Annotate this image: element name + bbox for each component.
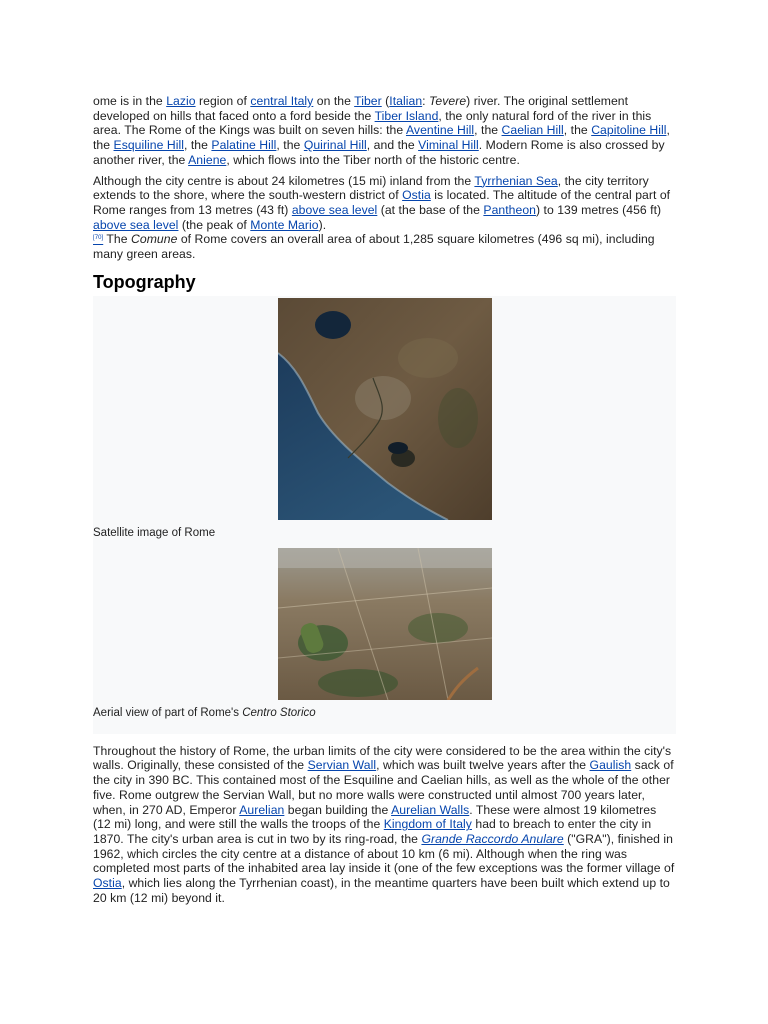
italic-tevere: Tevere [429, 94, 467, 108]
link-capitoline-hill[interactable]: Capitoline Hill [591, 123, 667, 138]
paragraph-urban-limits: Throughout the history of Rome, the urban limits of the city were considered to be the area within the city's walls. Originally, these consisted of the Servian Wall, which was built twelve years after the Gaulish sack of the city in 390 BC. This contained most of the Esquiline and Caelian hills, as well as the whole of the other five. Rome outgrew the Servian Wall, but no more walls were constructed until almost 700 years later, when, in 270 AD, Emperor Aurelian began building the Aurelian Walls. These were almost 19 kilometres (12 mi) long, and were still the walls the troops of the Kingdom of Italy had to breach to enter the city in 1870. The city's urban area is cut in two by its ring-road, the Grande Raccordo Anulare ("GRA"), finished in 1962, which circles the city centre at a distance of about 10 km (6 mi). Although when the ring was completed most parts of the inhabited area lay inside it (one of the few exceptions was the former village of Ostia, which lies along the Tyrrhenian coast), in the meantime quarters have been built which extend up to 20 km (12 mi) beyond it. [93, 743, 675, 905]
italic-comune: Comune [131, 232, 178, 247]
link-italian[interactable]: Italian [389, 94, 423, 108]
link-aurelian[interactable]: Aurelian [239, 802, 285, 817]
section-heading-topography: Topography [93, 271, 196, 292]
figure-gallery [93, 296, 676, 734]
link-esquiline-hill[interactable]: Esquiline Hill [113, 138, 184, 153]
link-kingdom-of-italy[interactable]: Kingdom of Italy [383, 817, 472, 832]
link-aniene[interactable]: Aniene [188, 152, 227, 167]
figure-satellite [93, 298, 676, 520]
link-quirinal-hill[interactable]: Quirinal Hill [303, 138, 367, 153]
caption-satellite: Satellite image of Rome [93, 526, 216, 539]
link-gaulish[interactable]: Gaulish [589, 758, 632, 773]
link-viminal-hill[interactable]: Viminal Hill [418, 138, 479, 153]
link-tiber-island[interactable]: Tiber Island [374, 108, 439, 123]
link-grande-raccordo-anulare[interactable]: Grande Raccordo Anulare [421, 831, 564, 846]
link-caelian-hill[interactable]: Caelian Hill [501, 123, 564, 138]
link-lazio[interactable]: Lazio [166, 94, 196, 108]
citation-ref-70[interactable]: [70] [93, 235, 104, 242]
link-ostia-2[interactable]: Ostia [93, 876, 122, 891]
link-tyrrhenian-sea[interactable]: Tyrrhenian Sea [474, 173, 558, 188]
aerial-image[interactable] [278, 548, 492, 700]
link-central-italy[interactable]: central Italy [250, 94, 314, 108]
paragraph-altitude: Although the city centre is about 24 kilometres (15 mi) inland from the Tyrrhenian Sea, the city territory extends to the shore, where the south-western district of Ostia is located. The altitude of the central part of Rome ranges from 13 metres (43 ft) above sea level (at the base of the Pantheon) to 139 metres (456 ft) above sea level (the peak of Monte Mario). [70] The Comune of Rome covers an overall area of about 1,285 square kilometres (496 sq mi), including many green areas. [93, 173, 671, 262]
link-monte-mario[interactable]: Monte Mario [250, 217, 319, 232]
link-pantheon[interactable]: Pantheon [483, 202, 536, 217]
link-aventine-hill[interactable]: Aventine Hill [405, 123, 475, 138]
link-ostia[interactable]: Ostia [402, 188, 431, 203]
figure-aerial [93, 548, 676, 700]
link-palatine-hill[interactable]: Palatine Hill [211, 138, 277, 153]
paragraph-location: ome is in the Lazio region of central Italy on the Tiber (Italian: Tevere) river. The original settlement developed on hills that faced onto a ford beside the Tiber Island, the only natural ford of the river in this area. The Rome of the Kings was built on seven hills: the Aventine Hill, the Caelian Hill, the Capitoline Hill, the Esquiline Hill, the Palatine Hill, the Quirinal Hill, and the Viminal Hill. Modern Rome is also crossed by another river, the Aniene, which flows into the Tiber north of the historic centre. [93, 94, 670, 167]
caption-aerial: Aerial view of part of Rome's Centro Storico [93, 706, 316, 719]
link-aurelian-walls[interactable]: Aurelian Walls [391, 802, 470, 817]
link-servian-wall[interactable]: Servian Wall [307, 758, 377, 773]
link-above-sea-level-2[interactable]: above sea level [93, 217, 179, 232]
satellite-image[interactable] [278, 298, 492, 520]
link-above-sea-level[interactable]: above sea level [291, 202, 378, 217]
link-tiber[interactable]: Tiber [354, 94, 382, 108]
article-content [93, 94, 676, 911]
